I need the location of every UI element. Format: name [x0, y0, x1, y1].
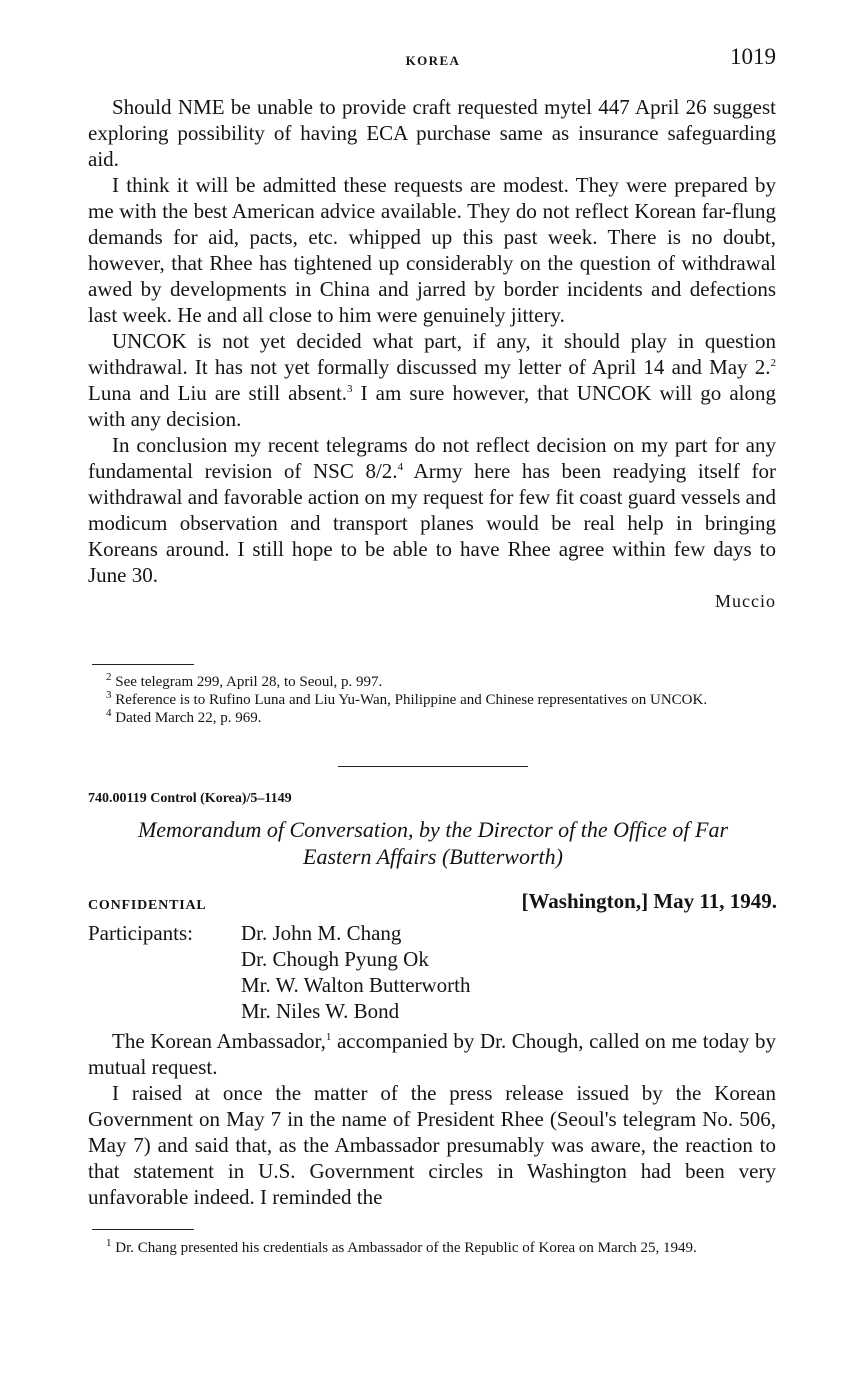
telegram-body — [88, 94, 776, 614]
paragraph-text: In conclusion my recent telegrams do not reflect decision on my part for any fundamental revision of NSC 8/2. — [88, 433, 776, 483]
footnotes — [88, 673, 778, 727]
document-file-number: 740.00119 Control (Korea)/5–1149 — [88, 791, 292, 806]
document-title-line: Eastern Affairs (Butterworth) — [303, 844, 563, 869]
footnote-text: Dated March 22, p. 969. — [111, 710, 262, 726]
section-divider — [338, 766, 528, 767]
footnotes — [88, 1239, 778, 1257]
paragraph-text: The Korean Ambassador, — [112, 1029, 326, 1053]
footnote — [88, 1239, 778, 1257]
paragraph-text: Luna and Liu are still absent. — [88, 381, 348, 405]
document-title-line: Memorandum of Conversation, by the Director of the Office of Far — [137, 817, 729, 842]
paragraph-text: I am sure however, that UNCOK will go along with any decision. — [88, 381, 776, 431]
footnote-number: 4 — [106, 707, 112, 719]
footnote-rule — [92, 1229, 194, 1230]
footnote-reference: 3 — [347, 383, 353, 395]
participant: Dr. Chough Pyung Ok — [241, 947, 429, 971]
paragraph-text: Army here has been readying itself for withdrawal and favorable action on my request for few fit coast guard vessels and modicum observation and transport planes would be real help in bringing Koreans around. I still hope to be able to have Rhee agree within few days to June 30. — [88, 459, 776, 587]
participant: Mr. Niles W. Bond — [241, 999, 400, 1023]
running-title: KOREA — [405, 53, 461, 68]
page-number: 1019 — [730, 44, 776, 69]
footnote-rule — [92, 664, 194, 665]
footnote-number: 2 — [106, 671, 112, 683]
participant: Dr. John M. Chang — [241, 921, 402, 945]
paragraph-text: accompanied by Dr. Chough, called on me today by mutual request. — [88, 1029, 776, 1079]
paragraph: I raised at once the matter of the press release issued by the Korean Government on May 7 in the name of President Rhee (Seoul's telegram No. 506, May 7) and said that, as the Ambassador presumably was aware, the reaction to that statement in U.S. Government circles in Washington had been very unfavorable indeed. I reminded the — [88, 1081, 776, 1209]
footnote-number: 3 — [106, 689, 112, 701]
footnote — [88, 673, 778, 691]
footnote-text: Reference is to Rufino Luna and Liu Yu-Wan, Philippine and Chinese representatives on UNCOK. — [111, 692, 708, 708]
document-title — [88, 816, 778, 870]
footnote-reference: 2 — [770, 357, 776, 369]
participants-label: Participants: — [88, 921, 193, 945]
memorandum-body — [88, 1028, 776, 1210]
footnote-reference: 4 — [397, 461, 404, 473]
participants-list — [241, 920, 471, 1024]
footnote-number: 1 — [106, 1237, 112, 1249]
place-date: [Washington,] May 11, 1949. — [521, 889, 777, 913]
participant: Mr. W. Walton Butterworth — [241, 973, 471, 997]
paragraph: I think it will be admitted these requests are modest. They were prepared by me with the best American advice available. They do not reflect Korean far-flung demands for aid, pacts, etc. whipped up this past week. There is no doubt, however, that Rhee has tightened up considerably on the question of withdrawal awed by developments in China and jarred by border incidents and defections last week. He and all close to him were genuinely jittery. — [88, 173, 776, 327]
paragraph — [88, 328, 776, 432]
paragraph: Should NME be unable to provide craft requested mytel 447 April 26 suggest exploring possibility of having ECA purchase same as insurance safeguarding aid. — [88, 95, 776, 171]
footnote — [88, 691, 778, 709]
paragraph — [88, 1028, 776, 1080]
classification-label: CONFIDENTIAL — [88, 898, 207, 913]
paragraph — [88, 432, 776, 588]
footnote — [88, 709, 778, 727]
footnote-text: See telegram 299, April 28, to Seoul, p. 997. — [111, 674, 383, 690]
footnote-text: Dr. Chang presented his credentials as Ambassador of the Republic of Korea on March 25, 1949. — [111, 1240, 697, 1256]
running-head — [88, 44, 778, 78]
signature: Muccio — [715, 591, 776, 611]
footnote-reference: 1 — [325, 1031, 332, 1043]
paragraph-text: UNCOK is not yet decided what part, if any, it should play in question withdrawal. It has not yet formally discussed my letter of April 14 and May 2. — [88, 329, 776, 379]
